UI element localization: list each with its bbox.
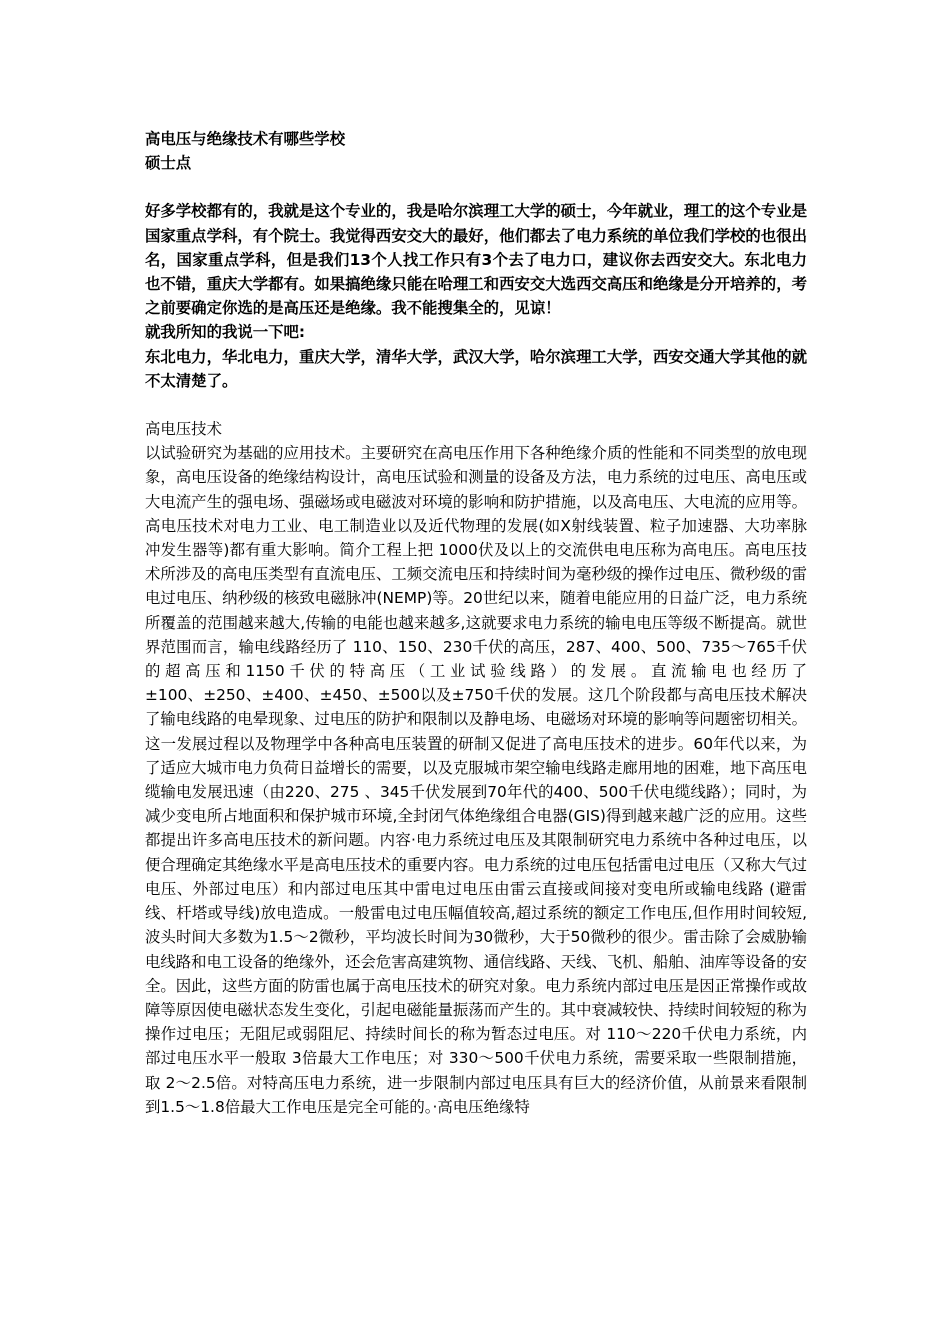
answer-intro: 就我所知的我说一下吧:	[145, 323, 306, 342]
blank-line	[145, 175, 807, 199]
blank-line	[145, 393, 807, 417]
document-body	[145, 127, 807, 1119]
section-heading: 高电压技术	[145, 420, 222, 439]
section-body: 以试验研究为基础的应用技术。主要研究在高电压作用下各种绝缘介质的性能和不同类型的放电现象，高电压设备的绝缘结构设计，高电压试验和测量的设备及方法，电力系统的过电压、高电压或大电流产生的强电场、强磁场或电磁波对环境的影响和防护措施，以及高电压、大电流的应用等。高电压技术对电力工业、电工制造业以及近代物理的发展(如X射线装置、粒子加速器、大功率脉冲发生器等)都有重大影响。简介工程上把 1000伏及以上的交流供电电压称为高电压。高电压技术所涉及的高电压类型有直流电压、工频交流电压和持续时间为毫秒级的操作过电压、微秒级的雷电过电压、纳秒级的核致电磁脉冲(NEMP)等。20世纪以来，随着电能应用的日益广泛，电力系统所覆盖的范围越来越大,传输的电能也越来越多,这就要求电力系统的输电电压等级不断提高。就世界范围而言，输电线路经历了 110、150、230千伏的高压，287、400、500、735～765千伏的超高压和1150千伏的特高压（工业试验线路）的发展。直流输电也经历了±100、±250、±400、±450、±500以及±750千伏的发展。这几个阶段都与高电压技术解决了输电线路的电晕现象、过电压的防护和限制以及静电场、电磁场对环境的影响等问题密切相关。这一发展过程以及物理学中各种高电压装置的研制又促进了高电压技术的进步。60年代以来，为了适应大城市电力负荷日益增长的需要，以及克服城市架空输电线路走廊用地的困难，地下高压电缆输电发展迅速（由220、275 、345千伏发展到70年代的400、500千伏电缆线路）；同时，为减少变电所占地面积和保护城市环境,全封闭气体绝缘组合电器(GIS)得到越来越广泛的应用。这些都提出许多高电压技术的新问题。内容·电力系统过电压及其限制研究电力系统中各种过电压，以便合理确定其绝缘水平是高电压技术的重要内容。电力系统的过电压包括雷电过电压（又称大气过电压、外部过电压）和内部过电压其中雷电过电压由雷云直接或间接对变电所或输电线路 (避雷线、杆塔或导线)放电造成。一般雷电过电压幅值较高,超过系统的额定工作电压,但作用时间较短,波头时间大多数为1.5～2微秒，平均波长时间为30微秒，大于50微秒的很少。雷击除了会威胁输电线路和电工设备的绝缘外，还会危害高建筑物、通信线路、天线、飞机、船舶、油库等设备的安全。因此，这些方面的防雷也属于高电压技术的研究对象。电力系统内部过电压是因正常操作或故障等原因使电磁状态发生变化，引起电磁能量振荡而产生的。其中衰减较快、持续时间较短的称为操作过电压；无阻尼或弱阻尼、持续时间长的称为暂态过电压。对 110～220千伏电力系统，内部过电压水平一般取 3倍最大工作电压；对 330～500千伏电力系统，需要采取一些限制措施，取 2～2.5倍。对特高压电力系统，进一步限制内部过电压具有巨大的经济价值，从前景来看限制到1.5～1.8倍最大工作电压是完全可能的。·高电压绝缘特	[145, 444, 807, 1116]
subtitle: 硕士点	[145, 154, 192, 173]
answer-school-list: 东北电力，华北电力，重庆大学，清华大学，武汉大学，哈尔滨理工大学，西安交通大学其他的就不太清楚了。	[145, 347, 807, 390]
page-title: 高电压与绝缘技术有哪些学校	[145, 130, 346, 148]
answer-paragraph-1: 好多学校都有的，我就是这个专业的，我是哈尔滨理工大学的硕士，今年就业，理工的这个专业是国家重点学科，有个院士。我觉得西安交大的最好，他们都去了电力系统的单位我们学校的也很出名，国家重点学科，但是我们13个人找工作只有3个去了电力口，建议你去西安交大。东北电力也不错，重庆大学都有。如果搞绝缘只能在哈理工和西安交大选西交高压和绝缘是分开培养的，考之前要确定你选的是高压还是绝缘。我不能搜集全的，见谅！	[145, 202, 807, 318]
